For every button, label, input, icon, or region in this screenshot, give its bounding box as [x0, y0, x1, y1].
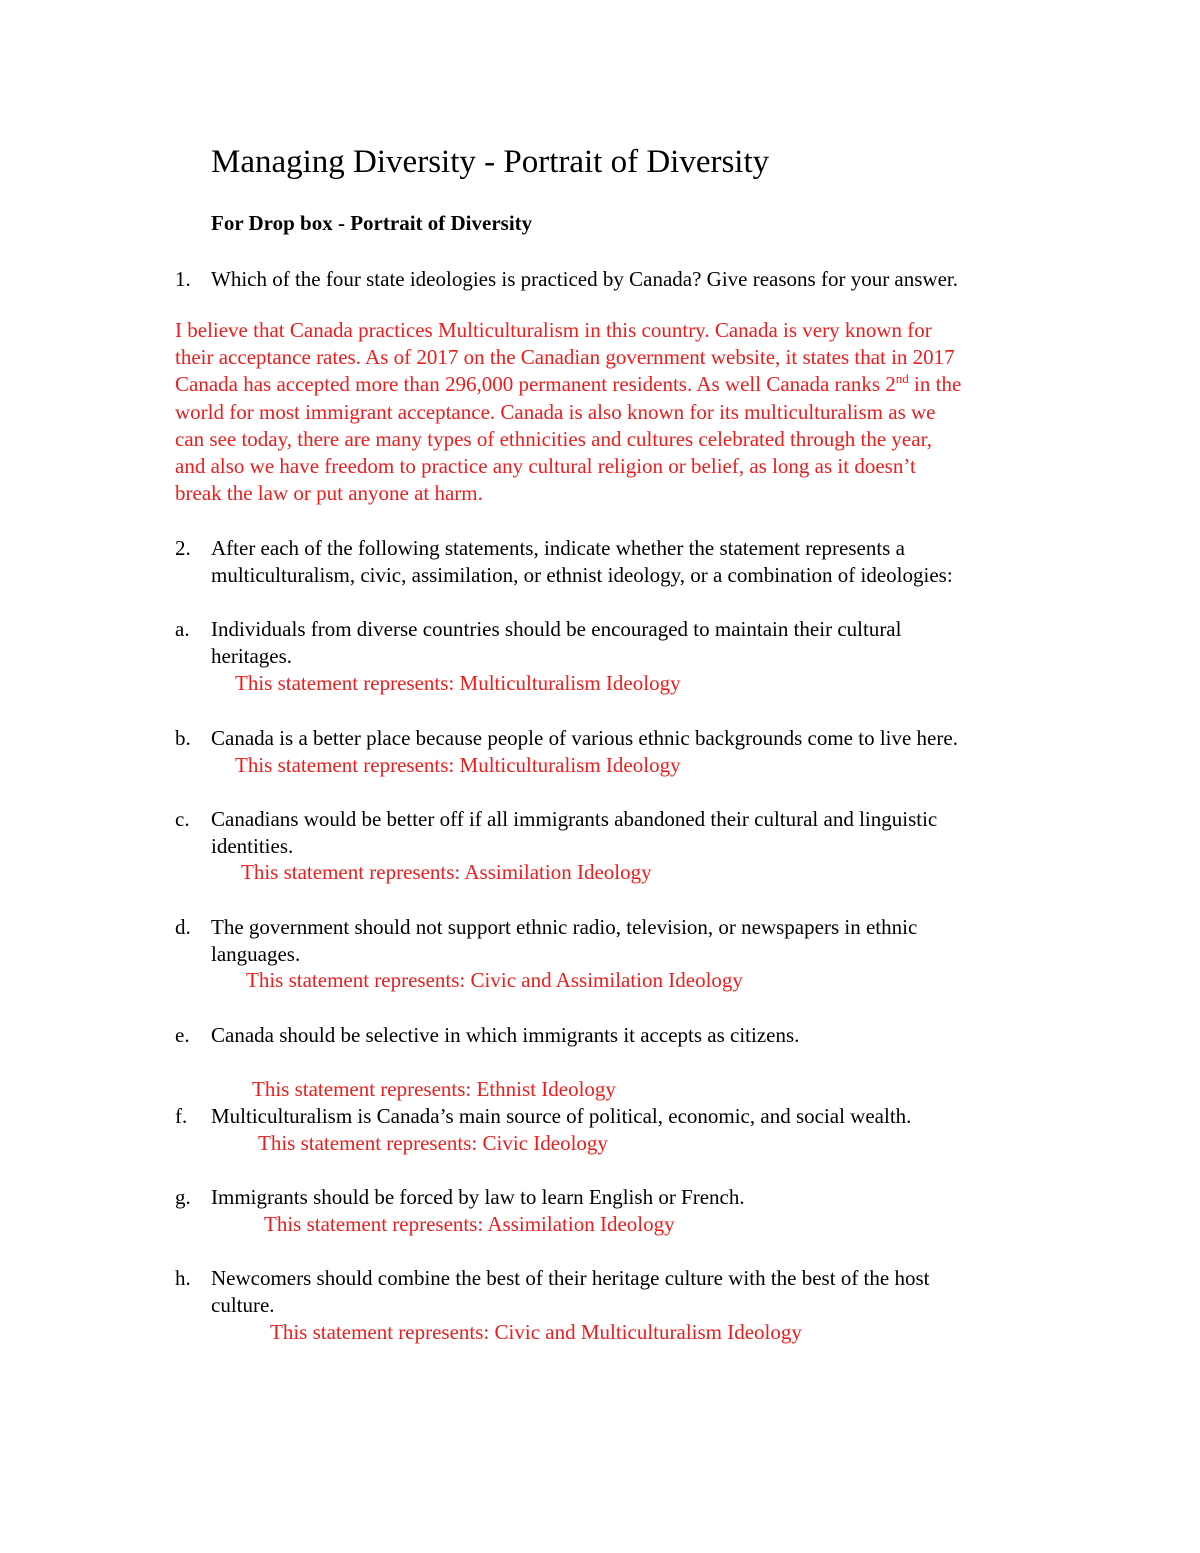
item-c-marker: c. — [175, 807, 190, 831]
question-1-answer — [175, 317, 961, 507]
answer-line — [175, 371, 961, 398]
item-f-answer: This statement represents: Civic Ideology — [258, 1131, 608, 1155]
item-c-line-1: Canadians would be better off if all immigrants abandoned their cultural and linguistic — [211, 807, 938, 831]
question-1-marker: 1. — [175, 267, 191, 291]
item-e-line-1: Canada should be selective in which immigrants it accepts as citizens. — [211, 1023, 800, 1047]
item-g-marker: g. — [175, 1185, 191, 1209]
ordinal-suffix: nd — [895, 371, 909, 387]
item-d-answer: This statement represents: Civic and Assimilation Ideology — [246, 968, 743, 992]
item-h-line-1: Newcomers should combine the best of their heritage culture with the best of the host — [211, 1266, 930, 1290]
item-c-answer: This statement represents: Assimilation Ideology — [241, 860, 652, 884]
answer-line-tail: in the — [908, 372, 962, 397]
item-h-marker: h. — [175, 1266, 191, 1290]
item-f-marker: f. — [175, 1104, 188, 1128]
answer-line-text: Canada has accepted more than 296,000 permanent residents. As well Canada ranks 2 — [175, 372, 896, 397]
question-2-line-1: After each of the following statements, indicate whether the statement represents a — [211, 536, 905, 560]
question-2-line-2: multiculturalism, civic, assimilation, or ethnist ideology, or a combination of ideologies: — [211, 563, 953, 587]
item-b-line-1: Canada is a better place because people of various ethnic backgrounds come to live here. — [211, 726, 958, 750]
item-d-marker: d. — [175, 915, 191, 939]
item-h-answer: This statement represents: Civic and Multiculturalism Ideology — [270, 1320, 802, 1344]
item-a-answer: This statement represents: Multiculturalism Ideology — [235, 671, 681, 695]
question-2-marker: 2. — [175, 536, 191, 560]
item-e-marker: e. — [175, 1023, 190, 1047]
document-subtitle: For Drop box - Portrait of Diversity — [211, 211, 533, 235]
answer-line: and also we have freedom to practice any cultural religion or belief, as long as it doesn’t — [175, 454, 916, 479]
answer-line: break the law or put anyone at harm. — [175, 481, 483, 506]
item-e-answer: This statement represents: Ethnist Ideology — [252, 1077, 616, 1101]
answer-line: their acceptance rates. As of 2017 on the Canadian government website, it states that in 2017 — [175, 345, 955, 370]
document-title: Managing Diversity - Portrait of Diversity — [211, 144, 770, 180]
answer-line: I believe that Canada practices Multiculturalism in this country. Canada is very known for — [175, 318, 932, 342]
item-a-line-2: heritages. — [211, 644, 293, 668]
item-b-answer: This statement represents: Multiculturalism Ideology — [235, 753, 681, 777]
item-h-line-2: culture. — [211, 1293, 275, 1317]
item-g-answer: This statement represents: Assimilation Ideology — [264, 1212, 675, 1236]
item-a-marker: a. — [175, 617, 190, 641]
answer-line: can see today, there are many types of ethnicities and cultures celebrated through the year, — [175, 426, 932, 451]
item-a-line-1: Individuals from diverse countries should be encouraged to maintain their cultural — [211, 617, 902, 641]
item-f-line-1: Multiculturalism is Canada’s main source of political, economic, and social wealth. — [211, 1104, 912, 1128]
item-d-line-2: languages. — [211, 942, 301, 966]
item-b-marker: b. — [175, 726, 191, 750]
item-g-line-1: Immigrants should be forced by law to learn English or French. — [211, 1185, 745, 1209]
item-d-line-1: The government should not support ethnic radio, television, or newspapers in ethnic — [211, 915, 918, 939]
answer-line: world for most immigrant acceptance. Canada is also known for its multiculturalism as we — [175, 399, 936, 424]
question-1-text: Which of the four state ideologies is practiced by Canada? Give reasons for your answer. — [211, 267, 958, 291]
item-c-line-2: identities. — [211, 834, 294, 858]
